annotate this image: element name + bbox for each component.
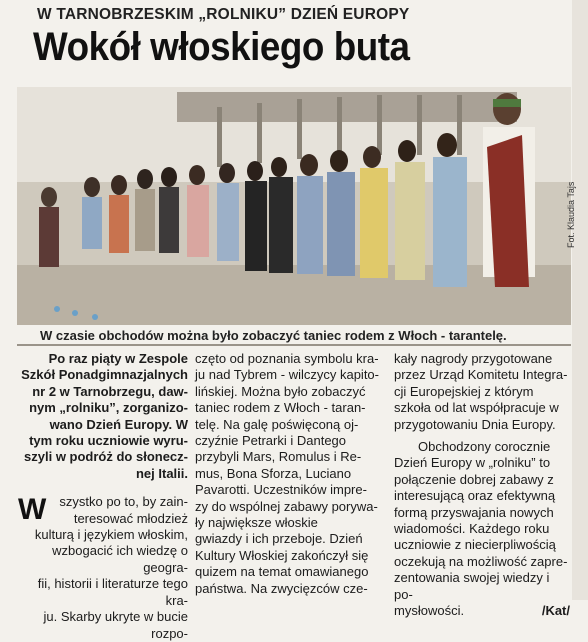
body-paragraph bbox=[195, 351, 383, 597]
article-headline: Wokół włoskiego buta bbox=[33, 25, 410, 69]
drop-cap: W bbox=[18, 493, 47, 527]
body-line: interesującą oraz efektywną bbox=[394, 488, 556, 504]
column-3 bbox=[394, 351, 570, 620]
body-line: szystko po to, by zain- bbox=[59, 494, 188, 510]
lead-line: nr 2 w Tarnobrzegu, daw- bbox=[32, 383, 188, 399]
body-line: mysłowości. bbox=[394, 603, 465, 619]
body-line: gwiazdy i ich przeboje. Dzień bbox=[195, 531, 363, 547]
body-line: wiadomości. Każdego roku bbox=[394, 521, 550, 537]
photo-caption: W czasie obchodów można było zobaczyć taniec rodem z Włoch - tarantelę. bbox=[40, 328, 507, 343]
lead-line: Po raz piąty w Zespole bbox=[48, 351, 188, 366]
body-line: przybyli Mars, Romulus i Re- bbox=[195, 449, 362, 465]
body-line: szkoła od lat współpracuje w bbox=[394, 400, 559, 416]
body-line: zy do wspólnej zabawy porywa- bbox=[195, 498, 378, 514]
body-line: formą przyswajania nowych bbox=[394, 504, 554, 520]
body-line: quizem na temat omawianego bbox=[195, 564, 369, 580]
author-signature: /Kat/ bbox=[541, 603, 570, 619]
body-line: teresować młodzież bbox=[73, 510, 188, 526]
body-line: Kultury Włoskiej zakończył się bbox=[195, 547, 369, 563]
body-line: zentowania swojej wiedzy i po- bbox=[394, 570, 550, 602]
body-line: Obchodzony corocznie bbox=[418, 439, 551, 455]
lead-line: tym roku uczniowie wyru- bbox=[29, 433, 188, 449]
body-line: kulturą i językiem włoskim, bbox=[34, 527, 188, 543]
body-line: kały nagrody przygotowane bbox=[394, 351, 553, 366]
lead-line: szyli w podróż do słonecz- bbox=[24, 449, 188, 465]
body-line: państwa. Na zwycięzców cze- bbox=[195, 580, 368, 596]
body-line: taniec rodem z Włoch - taran- bbox=[195, 400, 366, 416]
body-line: Pavarotti. Uczestników impre- bbox=[195, 482, 367, 498]
body-paragraph bbox=[394, 439, 570, 619]
body-line: fii, historii i literaturze tego kra- bbox=[37, 576, 188, 608]
body-line: częto od poznania symbolu kra- bbox=[195, 351, 379, 366]
body-line: ju. Skarby ukryte w bucie rozpo- bbox=[43, 609, 188, 641]
photo-credit: Fot. Klaudia Tajs bbox=[566, 181, 576, 248]
body-line: ły największe włoskie bbox=[195, 515, 318, 531]
body-line: wzbogacić ich wiedzę o geogra- bbox=[52, 543, 188, 575]
lead-line: nej Italii. bbox=[135, 465, 188, 481]
body-paragraph bbox=[394, 351, 570, 433]
body-line: połączenie dobrej zabawy z bbox=[394, 471, 554, 487]
body-line: czyźnie Petrarki i Dantego bbox=[195, 433, 347, 449]
adjacent-page-edge bbox=[572, 0, 588, 600]
body-line: cji Europejskiej z którym bbox=[394, 383, 534, 399]
lead-paragraph bbox=[18, 351, 188, 482]
body-line: ju nad Tybrem - wilczycy kapito- bbox=[195, 367, 379, 383]
body-line: mus, Bona Sforza, Luciano bbox=[195, 465, 352, 481]
body-line: lińskiej. Można było zobaczyć bbox=[195, 383, 366, 399]
body-line: przygotowaniu Dnia Europy. bbox=[394, 416, 556, 432]
body-line: uczniowie z niecierpliwością bbox=[394, 537, 556, 553]
body-paragraph bbox=[18, 494, 188, 642]
students-dancing-illustration bbox=[17, 87, 571, 325]
column-2 bbox=[195, 351, 383, 597]
article-kicker: W TARNOBRZESKIM „ROLNIKU” DZIEŃ EUROPY bbox=[37, 6, 410, 23]
body-line: oczekują na możliwość zapre- bbox=[394, 553, 568, 569]
body-line: telę. Na galę poświęconą oj- bbox=[195, 416, 359, 432]
lead-line: nym „rolniku”, zorganizo- bbox=[29, 400, 188, 416]
body-line: Dzień Europy w „rolniku” to bbox=[394, 455, 551, 471]
lead-line: Szkół Ponadgimnazjalnych bbox=[21, 367, 188, 383]
body-line: przez Urząd Komitetu Integra- bbox=[394, 367, 568, 383]
article-photo bbox=[17, 87, 571, 325]
caption-divider bbox=[17, 344, 571, 346]
lead-line: wano Dzień Europy. W bbox=[49, 416, 188, 432]
column-1 bbox=[18, 351, 188, 642]
